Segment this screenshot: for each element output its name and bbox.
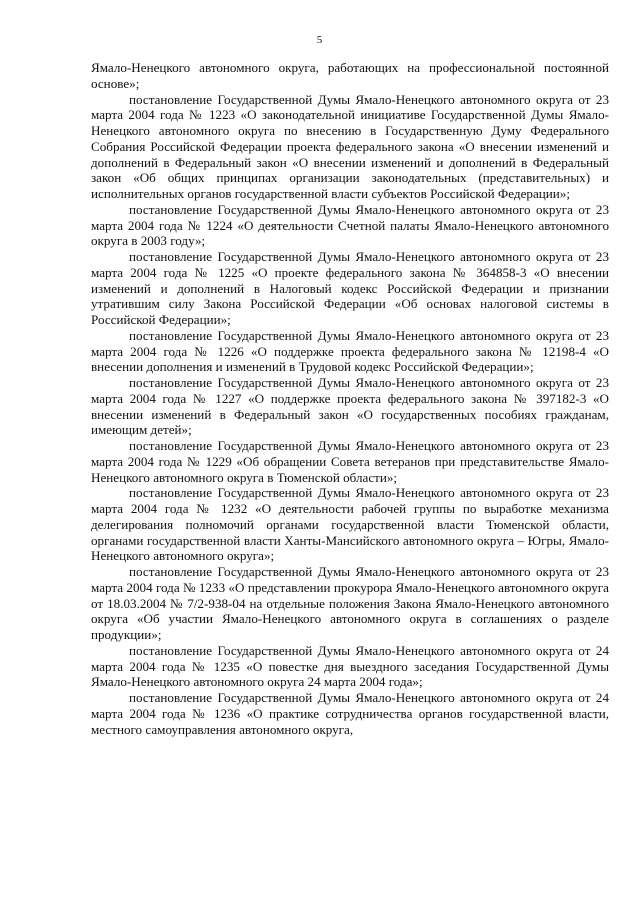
paragraph-resolution-1224: постановление Государственной Думы Ямало-Ненецкого автономного округа от 23 марта 2004 года № 1224 «О деятельности Счетной палаты Ямало-Ненецкого автономного округа в 2003 году»; <box>91 201 609 249</box>
paragraph-resolution-1236: постановление Государственной Думы Ямало-Ненецкого автономного округа от 24 марта 2004 года № 1236 «О практике сотрудничества органов государственной власти, местного самоуправления автономного округа, <box>91 690 609 737</box>
document-body <box>91 60 609 737</box>
paragraph-resolution-1235: постановление Государственной Думы Ямало-Ненецкого автономного округа от 24 марта 2004 года № 1235 «О повестке дня выездного заседания Государственной Думы Ямало-Ненецкого автономного округа 24 марта 2004 года»; <box>91 642 609 690</box>
paragraph-resolution-1226: постановление Государственной Думы Ямало-Ненецкого автономного округа от 23 марта 2004 года № 1226 «О поддержке проекта федерального закона № 12198-4 «О внесении дополнения и изменений в Трудовой кодекс Российской Федерации»; <box>91 327 609 375</box>
paragraph-resolution-1229: постановление Государственной Думы Ямало-Ненецкого автономного округа от 23 марта 2004 года № 1229 «Об обращении Совета ветеранов при представительстве Ямало-Ненецкого автономного округа в Тюменской области»; <box>91 438 609 485</box>
page-number: 5 <box>316 34 323 46</box>
paragraph-resolution-1227: постановление Государственной Думы Ямало-Ненецкого автономного округа от 23 марта 2004 года № 1227 «О поддержке проекта федерального закона № 397182-3 «О внесении изменений в Федеральный закон «О государственных пособиях гражданам, имеющим детей»; <box>91 375 609 438</box>
paragraph-resolution-1223: постановление Государственной Думы Ямало-Ненецкого автономного округа от 23 марта 2004 года № 1223 «О законодательной инициативе Государственной Думы Ямало-Ненецкого автономного округа по внесению в Государственную Думу Федерального Собрания Российской Федерации проекта федерального закона «О внесении изменений и дополнений в Федеральный закон «О внесении изменений и дополнений в Федеральный закон «Об общих принципах организации законодательных (представительных) и исполнительных органов государственной власти субъектов Российской Федерации»; <box>91 91 609 201</box>
paragraph-resolution-1232: постановление Государственной Думы Ямало-Ненецкого автономного округа от 23 марта 2004 года № 1232 «О деятельности рабочей группы по выработке механизма делегирования полномочий органами государственной власти Тюменской области, органами государственной власти Ханты-Мансийского автономного округа – Югры, Ямало-Ненецкого автономного округа»; <box>91 485 609 564</box>
paragraph-resolution-1233: постановление Государственной Думы Ямало-Ненецкого автономного округа от 23 марта 2004 года № 1233 «О представлении прокурора Ямало-Ненецкого автономного округа от 18.03.2004 № 7/2-938-04 на отдельные положения Закона Ямало-Ненецкого автономного округа «Об участии Ямало-Ненецкого автономного округа в соглашениях о разделе продукции»; <box>91 564 609 642</box>
paragraph-continuation: Ямало-Ненецкого автономного округа, работающих на профессиональной постоянной основе»; <box>91 60 609 91</box>
paragraph-resolution-1225: постановление Государственной Думы Ямало-Ненецкого автономного округа от 23 марта 2004 года № 1225 «О проекте федерального закона № 364858-3 «О внесении изменений и дополнений в Налоговый кодекс Российской Федерации и признании утратившим силу Закона Российской Федерации «Об основах налоговой системы в Российской Федерации»; <box>91 249 609 327</box>
